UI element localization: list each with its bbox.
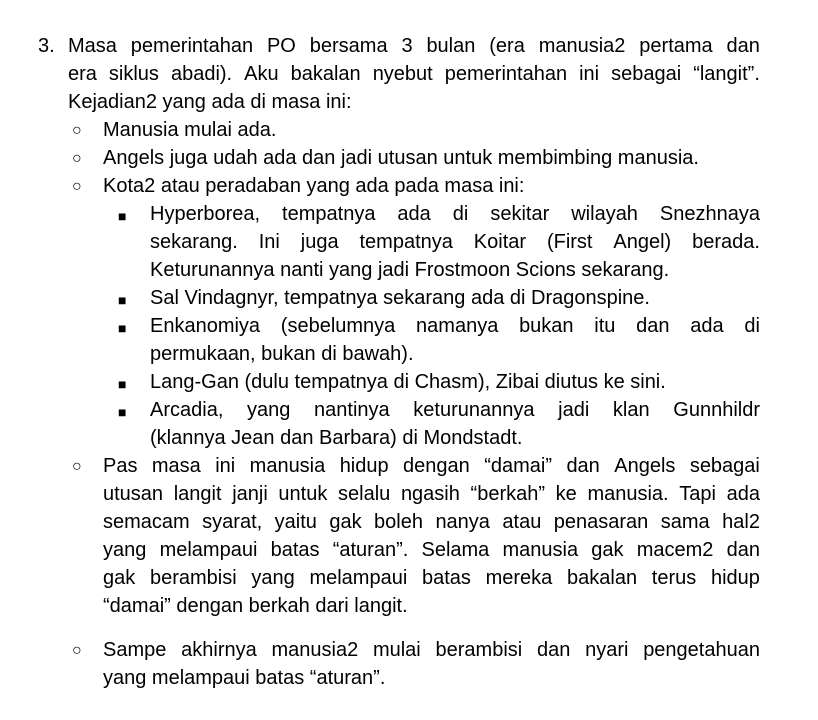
- list-item-line: yang melampaui batas “aturan”. Selama manusia gak macem2 dan: [103, 539, 760, 561]
- hollow-circle-bullet-icon: ○: [72, 122, 82, 139]
- list-item: Kota2 atau peradaban yang ada pada masa ini:: [103, 175, 525, 197]
- hollow-circle-bullet-icon: ○: [72, 178, 82, 195]
- paragraph-line: Masa pemerintahan PO bersama 3 bulan (era manusia2 pertama dan: [68, 35, 760, 57]
- list-number: 3.: [38, 35, 55, 57]
- list-item-line: gak berambisi yang melampaui batas mereka bakalan terus hidup: [103, 567, 760, 589]
- list-item-line: Keturunannya nanti yang jadi Frostmoon Scions sekarang.: [150, 259, 670, 281]
- list-item-line: yang melampaui batas “aturan”.: [103, 667, 386, 689]
- list-item: Lang-Gan (dulu tempatnya di Chasm), Zibai diutus ke sini.: [150, 371, 666, 393]
- list-item-line: Pas masa ini manusia hidup dengan “damai” dan Angels sebagai: [103, 455, 760, 477]
- list-item-line: Hyperborea, tempatnya ada di sekitar wilayah Snezhnaya: [150, 203, 760, 225]
- square-bullet-icon: ■: [118, 292, 127, 308]
- list-item-line: sekarang. Ini juga tempatnya Koitar (First Angel) berada.: [150, 231, 760, 253]
- list-item-line: permukaan, bukan di bawah).: [150, 343, 414, 365]
- list-item-line: semacam syarat, yaitu gak boleh nanya atau penasaran sama hal2: [103, 511, 760, 533]
- list-item: Angels juga udah ada dan jadi utusan untuk membimbing manusia.: [103, 147, 699, 169]
- list-item-line: Arcadia, yang nantinya keturunannya jadi klan Gunnhildr: [150, 399, 760, 421]
- square-bullet-icon: ■: [118, 376, 127, 392]
- list-item-line: Sampe akhirnya manusia2 mulai berambisi dan nyari pengetahuan: [103, 639, 760, 661]
- list-item-line: Enkanomiya (sebelumnya namanya bukan itu dan ada di: [150, 315, 760, 337]
- square-bullet-icon: ■: [118, 320, 127, 336]
- list-item-line: “damai” dengan berkah dari langit.: [103, 595, 408, 617]
- hollow-circle-bullet-icon: ○: [72, 458, 82, 475]
- list-item-line: utusan langit janji untuk selalu ngasih “berkah” ke manusia. Tapi ada: [103, 483, 760, 505]
- square-bullet-icon: ■: [118, 208, 127, 224]
- list-item-line: (klannya Jean dan Barbara) di Mondstadt.: [150, 427, 523, 449]
- paragraph-line: era siklus abadi). Aku bakalan nyebut pemerintahan ini sebagai “langit”.: [68, 63, 760, 85]
- square-bullet-icon: ■: [118, 404, 127, 420]
- list-item: Manusia mulai ada.: [103, 119, 277, 141]
- hollow-circle-bullet-icon: ○: [72, 150, 82, 167]
- hollow-circle-bullet-icon: ○: [72, 642, 82, 659]
- list-item: Sal Vindagnyr, tempatnya sekarang ada di Dragonspine.: [150, 287, 650, 309]
- paragraph-line: Kejadian2 yang ada di masa ini:: [68, 91, 352, 113]
